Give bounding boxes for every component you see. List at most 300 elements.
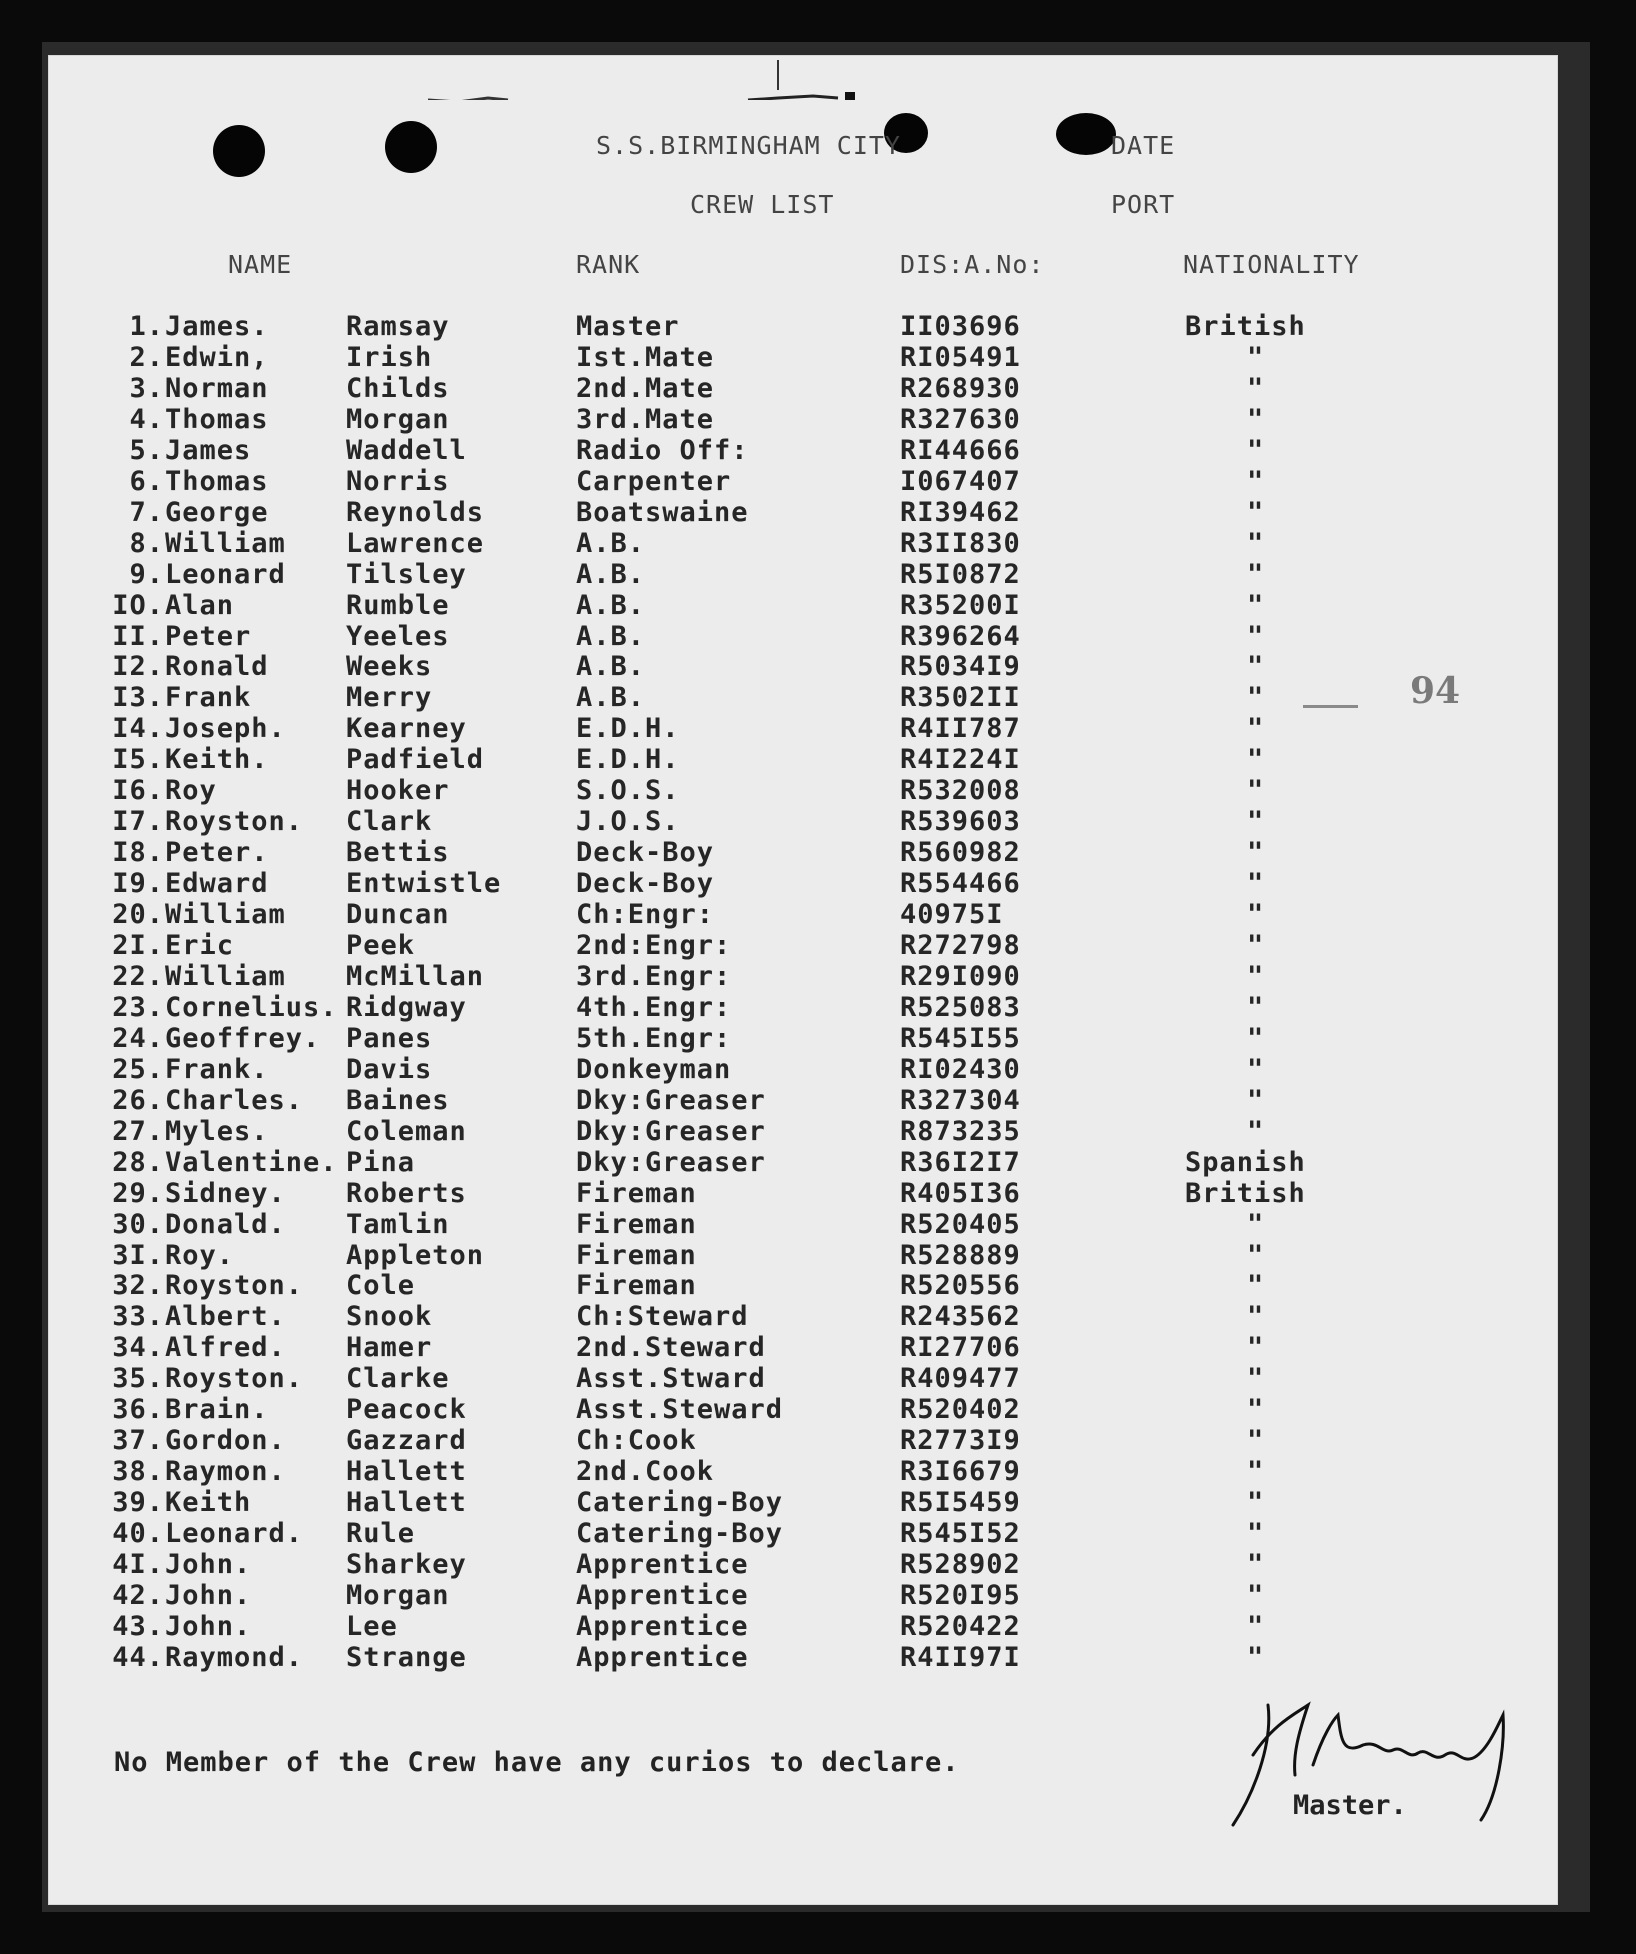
crew-rank: Asst.Steward	[576, 1394, 784, 1426]
crew-last-name: Appleton	[346, 1239, 485, 1271]
crew-rank: Fireman	[576, 1239, 697, 1271]
crew-row	[48, 837, 1558, 868]
crew-number: 2I.	[112, 930, 164, 961]
column-header-nationality: NATIONALITY	[1183, 250, 1360, 279]
crew-row	[48, 1301, 1558, 1332]
crew-rank: Catering-Boy	[576, 1487, 784, 1519]
crew-first-name: Thomas	[165, 403, 269, 435]
master-title: Master.	[1293, 1790, 1407, 1821]
crew-dis-number: RI27706	[900, 1332, 1021, 1364]
crew-rank: Fireman	[576, 1208, 697, 1240]
crew-row	[48, 466, 1558, 497]
crew-rank: Radio Off:	[576, 434, 749, 466]
crew-last-name: Rumble	[346, 589, 450, 621]
crew-rank: Dky:Greaser	[576, 1115, 766, 1147]
crew-rank: Asst.Stward	[576, 1363, 766, 1395]
crew-first-name: Royston.	[165, 1270, 304, 1302]
crew-nationality: "	[1247, 960, 1265, 992]
crew-last-name: Norris	[346, 465, 450, 497]
crew-dis-number: R520422	[900, 1610, 1021, 1642]
crew-last-name: Baines	[346, 1084, 450, 1116]
margin-mark: 94	[1410, 670, 1461, 712]
crew-last-name: Bettis	[346, 837, 450, 869]
crew-first-name: Norman	[165, 372, 269, 404]
crew-number: 38.	[112, 1456, 164, 1488]
crew-nationality: "	[1247, 1053, 1265, 1085]
crew-nationality: "	[1247, 1084, 1265, 1116]
crew-last-name: Cole	[346, 1270, 416, 1302]
crew-dis-number: II03696	[900, 311, 1021, 342]
crew-first-name: John.	[165, 1610, 252, 1642]
crew-rank: Master	[576, 311, 680, 342]
crew-first-name: Frank	[165, 682, 252, 714]
crew-first-name: William	[165, 960, 286, 992]
crew-dis-number: R5I5459	[900, 1487, 1021, 1519]
crew-first-name: Raymond.	[165, 1641, 304, 1673]
crew-row	[48, 651, 1558, 682]
crew-first-name: George	[165, 496, 269, 528]
crew-rank: Ch:Cook	[576, 1425, 697, 1457]
crew-first-name: Royston.	[165, 806, 304, 838]
crew-row	[48, 682, 1558, 713]
crew-nationality: "	[1247, 589, 1265, 621]
crew-dis-number: R560982	[900, 837, 1021, 869]
crew-number: 20.	[112, 899, 164, 931]
crew-rank: A.B.	[576, 651, 646, 683]
crew-rank: Dky:Greaser	[576, 1146, 766, 1178]
crew-nationality: "	[1247, 465, 1265, 497]
crew-last-name: McMillan	[346, 960, 485, 992]
crew-number: I8.	[112, 837, 164, 869]
crew-row	[48, 497, 1558, 528]
crew-number: 32.	[112, 1270, 164, 1302]
crew-first-name: Joseph.	[165, 713, 286, 745]
crew-rank: Apprentice	[576, 1549, 749, 1580]
crew-number: 3.	[129, 372, 164, 404]
crew-first-name: John.	[165, 1579, 252, 1611]
crew-nationality: "	[1247, 1549, 1265, 1580]
crew-nationality: Spanish	[1185, 1146, 1306, 1178]
crew-rank: 3rd.Engr:	[576, 960, 732, 992]
crew-nationality: "	[1247, 341, 1265, 373]
crew-row	[48, 868, 1558, 899]
crew-first-name: Brain.	[165, 1394, 269, 1426]
crew-number: I5.	[112, 744, 164, 776]
crew-rank: Apprentice	[576, 1579, 749, 1611]
crew-nationality: "	[1247, 806, 1265, 838]
crew-rank: Catering-Boy	[576, 1518, 784, 1550]
crew-dis-number: R3II830	[900, 527, 1021, 559]
crew-first-name: John.	[165, 1549, 252, 1580]
crew-rank: Deck-Boy	[576, 837, 715, 869]
crew-rank: J.O.S.	[576, 806, 680, 838]
crew-number: 37.	[112, 1425, 164, 1457]
crew-first-name: Keith	[165, 1487, 252, 1519]
crew-first-name: Leonard.	[165, 1518, 304, 1550]
crew-number: 5.	[129, 434, 164, 466]
crew-dis-number: R532008	[900, 775, 1021, 807]
crew-first-name: Charles.	[165, 1084, 304, 1116]
crew-last-name: Coleman	[346, 1115, 467, 1147]
crew-number: 27.	[112, 1115, 164, 1147]
crew-first-name: Albert.	[165, 1301, 286, 1333]
crew-first-name: James.	[165, 311, 269, 342]
crew-dis-number: I067407	[900, 465, 1021, 497]
crew-number: 22.	[112, 960, 164, 992]
crew-number: 33.	[112, 1301, 164, 1333]
crew-rank: 2nd.Mate	[576, 372, 715, 404]
crew-last-name: Clark	[346, 806, 433, 838]
crew-number: 43.	[112, 1610, 164, 1642]
crew-last-name: Reynolds	[346, 496, 485, 528]
crew-nationality: "	[1247, 620, 1265, 652]
crew-row	[48, 621, 1558, 652]
crew-first-name: Peter	[165, 620, 252, 652]
crew-row	[48, 961, 1558, 992]
column-header-dis-no: DIS:A.No:	[900, 250, 1045, 279]
crew-rank: Boatswaine	[576, 496, 749, 528]
crew-dis-number: R520405	[900, 1208, 1021, 1240]
crew-dis-number: R554466	[900, 868, 1021, 900]
crew-row	[48, 1518, 1558, 1549]
crew-number: 24.	[112, 1022, 164, 1054]
crew-last-name: Roberts	[346, 1177, 467, 1209]
crew-dis-number: R545I52	[900, 1518, 1021, 1550]
crew-number: 9.	[129, 558, 164, 590]
crew-nationality: "	[1247, 1208, 1265, 1240]
crew-rank: E.D.H.	[576, 744, 680, 776]
crew-first-name: Keith.	[165, 744, 269, 776]
crew-nationality: "	[1247, 372, 1265, 404]
crew-row	[48, 1023, 1558, 1054]
crew-row	[48, 1209, 1558, 1240]
crew-rank: Ch:Engr:	[576, 899, 715, 931]
crew-dis-number: R243562	[900, 1301, 1021, 1333]
crew-last-name: Hallett	[346, 1487, 467, 1519]
crew-number: 26.	[112, 1084, 164, 1116]
crew-number: 29.	[112, 1177, 164, 1209]
crew-nationality: "	[1247, 1332, 1265, 1364]
punch-hole-2	[385, 121, 437, 173]
crew-nationality: "	[1247, 1239, 1265, 1271]
crew-number: I2.	[112, 651, 164, 683]
crew-dis-number: R4I224I	[900, 744, 1021, 776]
crew-row	[48, 1332, 1558, 1363]
crew-dis-number: R873235	[900, 1115, 1021, 1147]
crew-row	[48, 744, 1558, 775]
crew-number: IO.	[112, 589, 164, 621]
crew-row	[48, 1363, 1558, 1394]
crew-rank: 2nd.Cook	[576, 1456, 715, 1488]
crew-nationality: "	[1247, 1487, 1265, 1519]
crew-rank: Donkeyman	[576, 1053, 732, 1085]
crew-dis-number: R525083	[900, 991, 1021, 1023]
crew-last-name: Lawrence	[346, 527, 485, 559]
crew-row	[48, 992, 1558, 1023]
crew-row	[48, 806, 1558, 837]
crew-last-name: Clarke	[346, 1363, 450, 1395]
crew-dis-number: R4II97I	[900, 1641, 1021, 1673]
crew-last-name: Tilsley	[346, 558, 467, 590]
crew-first-name: Myles.	[165, 1115, 269, 1147]
crew-rank: 2nd.Steward	[576, 1332, 766, 1364]
crew-row	[48, 1394, 1558, 1425]
crew-nationality: "	[1247, 1641, 1265, 1673]
crew-last-name: Hamer	[346, 1332, 433, 1364]
crew-dis-number: R520I95	[900, 1579, 1021, 1611]
crew-number: II.	[112, 620, 164, 652]
curios-declaration: No Member of the Crew have any curios to declare.	[114, 1747, 960, 1778]
crew-row	[48, 559, 1558, 590]
crew-nationality: "	[1247, 1363, 1265, 1395]
crew-row	[48, 1611, 1558, 1642]
crew-row	[48, 1549, 1558, 1580]
crew-first-name: Eric	[165, 930, 235, 961]
crew-number: 6.	[129, 465, 164, 497]
crew-number: 30.	[112, 1208, 164, 1240]
crew-rank: A.B.	[576, 589, 646, 621]
crew-number: 28.	[112, 1146, 164, 1178]
crew-dis-number: R528902	[900, 1549, 1021, 1580]
crew-number: I9.	[112, 868, 164, 900]
crew-nationality: "	[1247, 1022, 1265, 1054]
crew-last-name: Hooker	[346, 775, 450, 807]
crew-last-name: Davis	[346, 1053, 433, 1085]
crew-number: I6.	[112, 775, 164, 807]
crew-first-name: Roy	[165, 775, 217, 807]
crew-dis-number: R520402	[900, 1394, 1021, 1426]
crew-row	[48, 404, 1558, 435]
column-header-name: NAME	[228, 250, 293, 279]
crew-nationality: British	[1185, 1177, 1306, 1209]
crew-row	[48, 435, 1558, 466]
crew-nationality: "	[1247, 899, 1265, 931]
crew-rank: 4th.Engr:	[576, 991, 732, 1023]
crew-row	[48, 590, 1558, 621]
crew-nationality: "	[1247, 651, 1265, 683]
punch-hole-4	[1056, 113, 1116, 155]
crew-rank: 3rd.Mate	[576, 403, 715, 435]
crew-number: 3I.	[112, 1239, 164, 1271]
crew-dis-number: R268930	[900, 372, 1021, 404]
crew-row	[48, 342, 1558, 373]
crew-list-title: CREW LIST	[690, 190, 835, 219]
crew-last-name: Ridgway	[346, 991, 467, 1023]
crew-dis-number: R3502II	[900, 682, 1021, 714]
crew-rank: Deck-Boy	[576, 868, 715, 900]
crew-first-name: Roy.	[165, 1239, 235, 1271]
crew-number: 4I.	[112, 1549, 164, 1580]
crew-last-name: Rule	[346, 1518, 416, 1550]
crew-rank: Fireman	[576, 1177, 697, 1209]
crew-last-name: Yeeles	[346, 620, 450, 652]
crew-nationality: "	[1247, 744, 1265, 776]
crew-dis-number: R545I55	[900, 1022, 1021, 1054]
crew-number: I7.	[112, 806, 164, 838]
crew-first-name: Alan	[165, 589, 235, 621]
crew-row	[48, 1270, 1558, 1301]
crew-last-name: Irish	[346, 341, 433, 373]
crew-dis-number: R36I2I7	[900, 1146, 1021, 1178]
crew-rank: A.B.	[576, 682, 646, 714]
crew-nationality: "	[1247, 1610, 1265, 1642]
crew-row	[48, 1147, 1558, 1178]
crew-number: 36.	[112, 1394, 164, 1426]
crew-first-name: Leonard	[165, 558, 286, 590]
crew-nationality: "	[1247, 558, 1265, 590]
crew-first-name: Peter.	[165, 837, 269, 869]
crew-first-name: Edward	[165, 868, 269, 900]
crew-nationality: "	[1247, 837, 1265, 869]
crew-rank: Dky:Greaser	[576, 1084, 766, 1116]
crew-dis-number: 40975I	[900, 899, 1004, 931]
crew-last-name: Waddell	[346, 434, 467, 466]
crew-nationality: "	[1247, 527, 1265, 559]
crew-nationality: "	[1247, 1456, 1265, 1488]
crew-dis-number: R520556	[900, 1270, 1021, 1302]
crew-row	[48, 713, 1558, 744]
crew-number: 35.	[112, 1363, 164, 1395]
crew-dis-number: RI44666	[900, 434, 1021, 466]
crew-rank: 2nd:Engr:	[576, 930, 732, 961]
crew-nationality: "	[1247, 991, 1265, 1023]
crew-dis-number: R396264	[900, 620, 1021, 652]
crew-first-name: Sidney.	[165, 1177, 286, 1209]
crew-nationality: "	[1247, 930, 1265, 961]
crew-number: 8.	[129, 527, 164, 559]
crew-rank: A.B.	[576, 527, 646, 559]
crew-dis-number: R4II787	[900, 713, 1021, 745]
crew-number: 34.	[112, 1332, 164, 1364]
date-label: DATE	[1111, 131, 1176, 160]
crew-nationality: "	[1247, 496, 1265, 528]
crew-dis-number: R528889	[900, 1239, 1021, 1271]
crew-nationality: "	[1247, 1115, 1265, 1147]
crew-first-name: Edwin,	[165, 341, 269, 373]
crew-row	[48, 1580, 1558, 1611]
ink-marks	[418, 60, 1018, 100]
crew-dis-number: R5034I9	[900, 651, 1021, 683]
crew-first-name: William	[165, 899, 286, 931]
crew-first-name: Ronald	[165, 651, 269, 683]
crew-dis-number: RI05491	[900, 341, 1021, 373]
crew-row	[48, 775, 1558, 806]
crew-last-name: Entwistle	[346, 868, 502, 900]
crew-last-name: Snook	[346, 1301, 433, 1333]
crew-first-name: Raymon.	[165, 1456, 286, 1488]
crew-nationality: "	[1247, 682, 1265, 714]
crew-first-name: Frank.	[165, 1053, 269, 1085]
crew-dis-number: R272798	[900, 930, 1021, 961]
crew-first-name: Alfred.	[165, 1332, 286, 1364]
crew-last-name: Lee	[346, 1610, 398, 1642]
crew-number: I3.	[112, 682, 164, 714]
crew-dis-number: R35200I	[900, 589, 1021, 621]
crew-nationality: "	[1247, 868, 1265, 900]
crew-nationality: "	[1247, 775, 1265, 807]
crew-nationality: "	[1247, 1270, 1265, 1302]
crew-row	[48, 1178, 1558, 1209]
crew-number: 25.	[112, 1053, 164, 1085]
crew-row	[48, 1456, 1558, 1487]
crew-dis-number: R539603	[900, 806, 1021, 838]
crew-dis-number: RI39462	[900, 496, 1021, 528]
crew-last-name: Kearney	[346, 713, 467, 745]
crew-row	[48, 1425, 1558, 1456]
crew-list-page	[48, 55, 1558, 1905]
crew-first-name: Donald.	[165, 1208, 286, 1240]
crew-row	[48, 373, 1558, 404]
crew-nationality: "	[1247, 1301, 1265, 1333]
crew-last-name: Childs	[346, 372, 450, 404]
crew-dis-number: R3I6679	[900, 1456, 1021, 1488]
crew-rank: A.B.	[576, 620, 646, 652]
crew-first-name: Thomas	[165, 465, 269, 497]
crew-last-name: Strange	[346, 1641, 467, 1673]
crew-first-name: Valentine.	[165, 1146, 338, 1178]
crew-nationality: "	[1247, 1425, 1265, 1457]
crew-dis-number: R405I36	[900, 1177, 1021, 1209]
crew-number: I4.	[112, 713, 164, 745]
crew-last-name: Peacock	[346, 1394, 467, 1426]
crew-rank: Apprentice	[576, 1641, 749, 1673]
crew-rank: Ch:Steward	[576, 1301, 749, 1333]
crew-last-name: Merry	[346, 682, 433, 714]
crew-first-name: Gordon.	[165, 1425, 286, 1457]
crew-rank: Fireman	[576, 1270, 697, 1302]
crew-number: 40.	[112, 1518, 164, 1550]
crew-row	[48, 528, 1558, 559]
crew-last-name: Weeks	[346, 651, 433, 683]
crew-last-name: Duncan	[346, 899, 450, 931]
crew-rank: Ist.Mate	[576, 341, 715, 373]
crew-last-name: Ramsay	[346, 311, 450, 342]
crew-last-name: Tamlin	[346, 1208, 450, 1240]
crew-first-name: Geoffrey.	[165, 1022, 321, 1054]
crew-rank: S.O.S.	[576, 775, 680, 807]
crew-row	[48, 1240, 1558, 1271]
crew-first-name: Royston.	[165, 1363, 304, 1395]
crew-row	[48, 1642, 1558, 1673]
crew-row	[48, 899, 1558, 930]
crew-dis-number: R327304	[900, 1084, 1021, 1116]
crew-number: 2.	[129, 341, 164, 373]
crew-dis-number: R5I0872	[900, 558, 1021, 590]
crew-dis-number: R2773I9	[900, 1425, 1021, 1457]
crew-number: 42.	[112, 1579, 164, 1611]
crew-number: 23.	[112, 991, 164, 1023]
column-header-rank: RANK	[576, 250, 641, 279]
crew-row	[48, 1085, 1558, 1116]
ship-name: S.S.BIRMINGHAM CITY	[596, 131, 901, 160]
crew-rank: 5th.Engr:	[576, 1022, 732, 1054]
crew-number: 39.	[112, 1487, 164, 1519]
crew-number: 7.	[129, 496, 164, 528]
crew-number: 4.	[129, 403, 164, 435]
crew-rank: E.D.H.	[576, 713, 680, 745]
margin-dash	[1303, 705, 1358, 708]
crew-first-name: William	[165, 527, 286, 559]
crew-first-name: Cornelius.	[165, 991, 338, 1023]
crew-dis-number: R327630	[900, 403, 1021, 435]
crew-rank: Carpenter	[576, 465, 732, 497]
crew-dis-number: R29I090	[900, 960, 1021, 992]
crew-nationality: "	[1247, 1579, 1265, 1611]
crew-last-name: Hallett	[346, 1456, 467, 1488]
crew-nationality: "	[1247, 403, 1265, 435]
crew-nationality: "	[1247, 1518, 1265, 1550]
crew-rank: Apprentice	[576, 1610, 749, 1642]
